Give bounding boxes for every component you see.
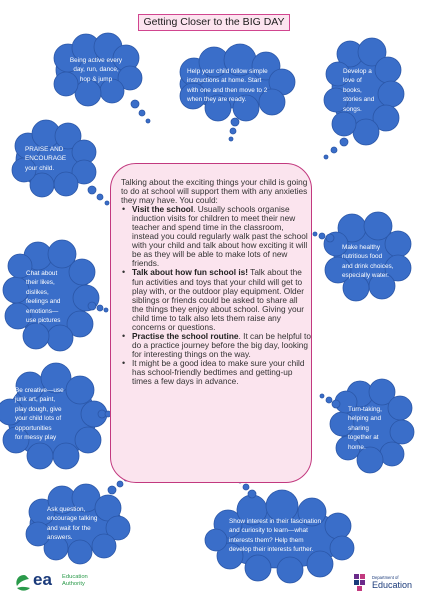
cloud-interest-text: Show interest in their fascination and curiosity to learn—what interests them? Help them develop their interests further. — [229, 518, 322, 554]
bullet-fun-school: • Talk about how fun school is! Talk about the fun activities and toys that your child will get to play with, or the outdoor play equipment. Older siblings or friends could be asked to share all the things they enjoy about school. Giving your child time to talk also lets them raise any concerns or questions. — [132, 268, 311, 331]
cloud-books-text: Develop a love of books, stories and songs. — [343, 68, 375, 113]
main-intro: Talking about the exciting things your child is going to do at school will support them with any anxieties they may have. You could: — [121, 177, 308, 206]
ea-logo-icon — [14, 573, 34, 593]
main-text-box — [110, 163, 312, 483]
ea-logo-text: ea — [33, 570, 52, 589]
cloud-praise-text: PRAISE AND ENCOURAGE your child. — [25, 146, 67, 172]
department-of-education-logo-icon — [352, 572, 370, 592]
cloud-food-text: Make healthy nutritious food and drink choices, especially water. — [342, 244, 394, 280]
bullet-bedtimes: • It might be a good idea to make sure your child has school-friendly bedtimes and getting-up times a few days in advance. — [132, 359, 311, 386]
cloud-creative-text: Be creative—use junk art, paint, play dough, give your child lots of opportunities for messy play — [15, 387, 64, 442]
ea-logo-subtitle: Education Authority — [62, 574, 88, 587]
cloud-chat-text: Chat about their likes, dislikes, feelings and emotions— use pictures — [26, 270, 61, 325]
bullet-visit-school: • Visit the school. Usually schools organise induction visits for children to meet their new teacher and spend time in the classroom, instead you could regularly walk past the school with your child and talk about how exciting it will be as they will be able to make lots of new friends. — [132, 205, 311, 268]
main-text — [121, 178, 311, 386]
page-title: Getting Closer to the BIG DAY — [138, 14, 290, 31]
doe-logo-line2: Education — [372, 580, 413, 590]
cloud-turn-text: Turn-taking, helping and sharing together at home. — [348, 406, 382, 451]
cloud-active-text: Being active every day, run, dance, hop & jump — [69, 57, 123, 83]
bullet-routine: • Practise the school routine. It can be helpful to do a practice journey before the big day, looking for interesting things on the way. — [132, 332, 311, 359]
doe-logo-line1: Department of — [372, 575, 399, 580]
cloud-question-text: Ask question, encourage talking and wait for the answers. — [47, 506, 98, 542]
main-bullets — [121, 205, 311, 386]
cloud-instructions-text: Help your child follow simple instructions at home. Start with one and then move to 2 when they are ready. — [187, 68, 268, 104]
